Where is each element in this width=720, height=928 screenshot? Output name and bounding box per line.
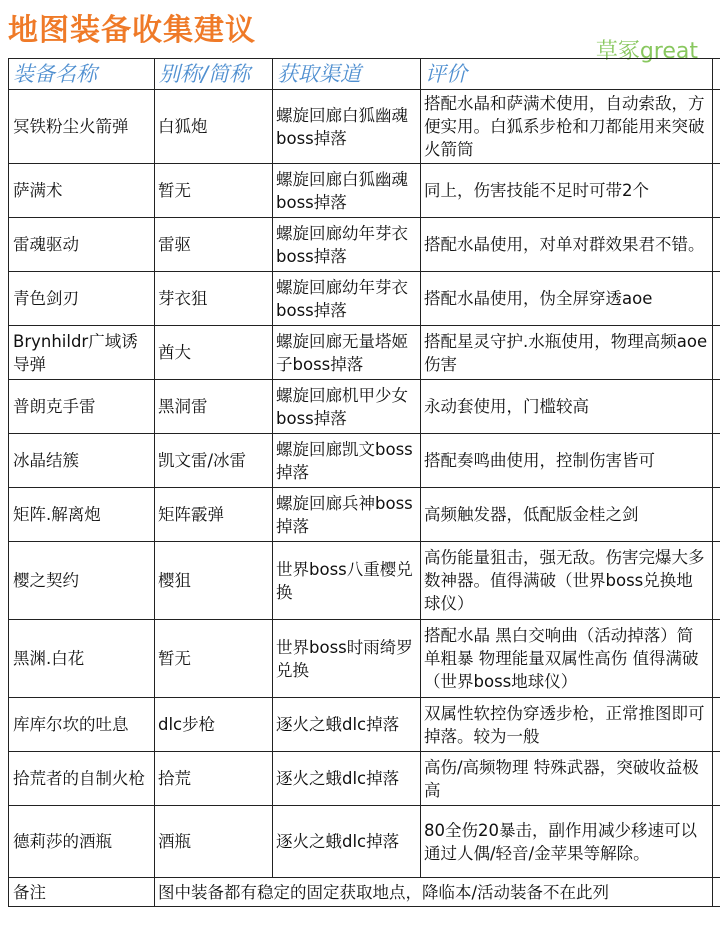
equipment-name-cell: 雷魂驱动	[9, 218, 155, 272]
source-cell: 世界boss时雨绮罗兑换	[273, 620, 421, 698]
equipment-name-cell: 冰晶结簇	[9, 434, 155, 488]
alias-cell: 黑洞雷	[155, 380, 273, 434]
alias-cell: 暂无	[155, 164, 273, 218]
alias-cell: 芽衣狙	[155, 272, 273, 326]
review-cell: 高伤/高频物理 特殊武器，突破收益极高	[421, 752, 713, 806]
extra-cell	[713, 488, 720, 542]
source-cell: 逐火之蛾dlc掉落	[273, 806, 421, 878]
table-row	[9, 90, 720, 164]
source-cell: 螺旋回廊凯文boss掉落	[273, 434, 421, 488]
extra-cell	[713, 326, 720, 380]
source-cell: 螺旋回廊幼年芽衣boss掉落	[273, 272, 421, 326]
review-cell: 双属性软控伪穿透步枪，正常推图即可掉落。较为一般	[421, 698, 713, 752]
table-row	[9, 434, 720, 488]
table-row	[9, 698, 720, 752]
source-cell: 螺旋回廊无量塔姬子boss掉落	[273, 326, 421, 380]
extra-cell	[713, 878, 720, 907]
extra-cell	[713, 542, 720, 620]
extra-cell	[713, 164, 720, 218]
watermark: 草冢great	[595, 39, 698, 64]
header-extra-column	[713, 59, 720, 90]
equipment-name-cell: 矩阵.解离炮	[9, 488, 155, 542]
source-cell: 螺旋回廊兵神boss掉落	[273, 488, 421, 542]
source-cell: 逐火之蛾dlc掉落	[273, 698, 421, 752]
review-cell: 搭配水晶使用，伪全屏穿透aoe	[421, 272, 713, 326]
alias-cell: 酒瓶	[155, 806, 273, 878]
source-cell: 螺旋回廊白狐幽魂boss掉落	[273, 164, 421, 218]
extra-cell	[713, 90, 720, 164]
equipment-name-cell: Brynhildr广域诱导弹	[9, 326, 155, 380]
alias-cell: 樱狙	[155, 542, 273, 620]
alias-cell: 白狐炮	[155, 90, 273, 164]
equipment-name-cell: 德莉莎的酒瓶	[9, 806, 155, 878]
table-row	[9, 806, 720, 878]
header-alias: 别称/简称	[155, 59, 273, 90]
review-cell: 搭配水晶 黑白交响曲（活动掉落）简单粗暴 物理能量双属性高伤 值得满破（世界boss地球仪）	[421, 620, 713, 698]
extra-cell	[713, 698, 720, 752]
equipment-name-cell: 樱之契约	[9, 542, 155, 620]
alias-cell: 酋大	[155, 326, 273, 380]
table-row	[9, 326, 720, 380]
review-cell: 同上，伤害技能不足时可带2个	[421, 164, 713, 218]
source-cell: 螺旋回廊机甲少女boss掉落	[273, 380, 421, 434]
table-row	[9, 542, 720, 620]
review-cell: 永动套使用，门槛较高	[421, 380, 713, 434]
table-row	[9, 164, 720, 218]
extra-cell	[713, 218, 720, 272]
equipment-name-cell: 黑渊.白花	[9, 620, 155, 698]
equipment-name-cell: 冥铁粉尘火箭弹	[9, 90, 155, 164]
review-cell: 80全伤20暴击，副作用减少移速可以通过人偶/轻音/金苹果等解除。	[421, 806, 713, 878]
review-cell: 搭配水晶使用，对单对群效果君不错。	[421, 218, 713, 272]
remark-text: 图中装备都有稳定的固定获取地点，降临本/活动装备不在此列	[155, 878, 713, 907]
source-cell: 螺旋回廊幼年芽衣boss掉落	[273, 218, 421, 272]
table-row	[9, 272, 720, 326]
alias-cell: 暂无	[155, 620, 273, 698]
equipment-name-cell: 萨满术	[9, 164, 155, 218]
equipment-name-cell: 库库尔坎的吐息	[9, 698, 155, 752]
alias-cell: 雷驱	[155, 218, 273, 272]
remark-label: 备注	[9, 878, 155, 907]
header-source: 获取渠道	[273, 59, 421, 90]
alias-cell: 拾荒	[155, 752, 273, 806]
equipment-name-cell: 普朗克手雷	[9, 380, 155, 434]
table-row	[9, 380, 720, 434]
review-cell: 搭配奏鸣曲使用，控制伤害皆可	[421, 434, 713, 488]
table-header-row	[9, 59, 720, 90]
table-row	[9, 488, 720, 542]
source-cell: 逐火之蛾dlc掉落	[273, 752, 421, 806]
equipment-name-cell: 青色剑刃	[9, 272, 155, 326]
review-cell: 搭配星灵守护.水瓶使用，物理高频aoe伤害	[421, 326, 713, 380]
header-review: 评价	[421, 59, 713, 90]
alias-cell: dlc步枪	[155, 698, 273, 752]
extra-cell	[713, 752, 720, 806]
document-title: 地图装备收集建议	[8, 13, 256, 48]
source-cell: 螺旋回廊白狐幽魂boss掉落	[273, 90, 421, 164]
table-row	[9, 752, 720, 806]
review-cell: 高伤能量狙击，强无敌。伤害完爆大多数神器。值得满破（世界boss兑换地球仪）	[421, 542, 713, 620]
extra-cell	[713, 434, 720, 488]
alias-cell: 矩阵霰弹	[155, 488, 273, 542]
alias-cell: 凯文雷/冰雷	[155, 434, 273, 488]
equipment-table	[8, 58, 720, 907]
table-row	[9, 218, 720, 272]
extra-cell	[713, 620, 720, 698]
extra-cell	[713, 806, 720, 878]
equipment-name-cell: 拾荒者的自制火枪	[9, 752, 155, 806]
header-equipment-name: 装备名称	[9, 59, 155, 90]
review-cell: 搭配水晶和萨满术使用，自动索敌，方便实用。白狐系步枪和刀都能用来突破火箭筒	[421, 90, 713, 164]
review-cell: 高频触发器，低配版金桂之剑	[421, 488, 713, 542]
table-row	[9, 620, 720, 698]
remark-row	[9, 878, 720, 907]
extra-cell	[713, 272, 720, 326]
source-cell: 世界boss八重樱兑换	[273, 542, 421, 620]
extra-cell	[713, 380, 720, 434]
